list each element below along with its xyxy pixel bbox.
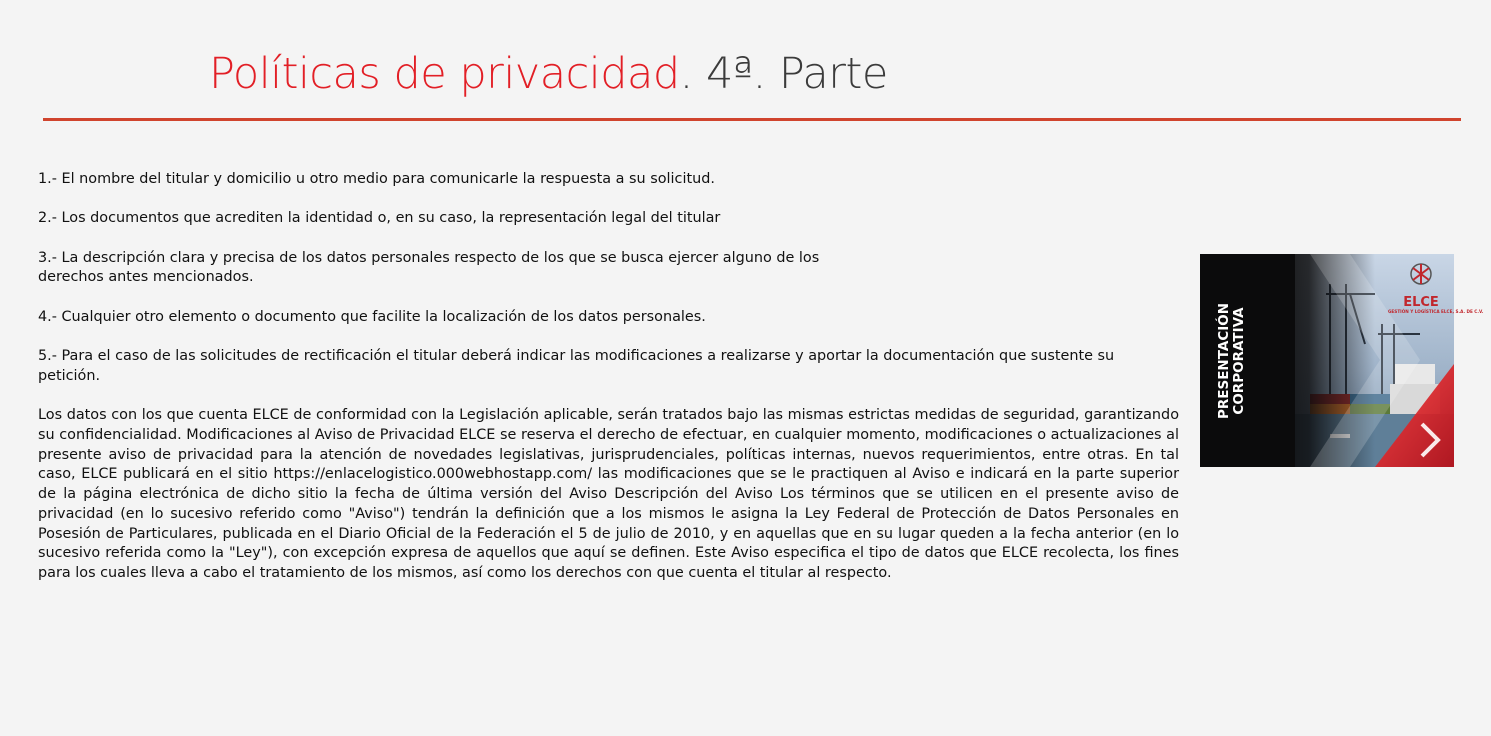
body-paragraph: Los datos con los que cuenta ELCE de conformidad con la Legislación aplicable, serán tratados bajo las mismas estrictas medidas de seguridad, garantizando su confidencialidad. Modificaciones al Aviso de Privacidad ELCE se reserva el derecho de efectuar, en cualquier momento, modificaciones o actualizaciones al presente aviso de privacidad para la atención de novedades legislativas, jurisprudenciales, políticas internas, nuevos requerimientos, entre otras. En tal caso, ELCE publicará en el sitio https://enlacelogistico.000webhostapp.com/ las modificaciones que se le practiquen al Aviso e indicará en la parte superior de la página electrónica de dicho sitio la fecha de última versión del Aviso Descripción del Aviso Los términos que se utilicen en el presente aviso de privacidad (en lo sucesivo referido como "Aviso") tendrán la definición que a los mismos le asigna la Ley Federal de Protección de Datos Personales en Posesión de Particulares, publicada en el Diario Oficial de la Federación el 5 de julio de 2010, y en aquellas que en su lugar queden a la fecha anterior (en lo sucesivo referida como la "Ley"), con excepción expresa de aquellos que aquí se definen. Este Aviso especifica el tipo de datos que ELCE recolecta, los fines para los cuales lleva a cabo el tratamiento de los mismos, así como los derechos con que cuenta el titular al respecto. xyxy=(38,407,1179,581)
title-divider xyxy=(43,118,1461,121)
logo-subtitle: GESTIÓN Y LOGÍSTICA ELCE, S.A. DE C.V. xyxy=(1388,309,1484,314)
list-item: 5.- Para el caso de las solicitudes de rectificación el titular deberá indicar las modificaciones a realizarse y aportar la documentación que sustente su petición. xyxy=(38,348,1115,384)
list-item: 3.- La descripción clara y precisa de los datos personales respecto de los que se busca ejercer alguno de los derechos antes mencionados. xyxy=(38,249,820,286)
title-part: . 4ª. Parte xyxy=(679,49,888,99)
banner-line-2: CORPORATIVA xyxy=(1231,306,1248,415)
list-item: 1.- El nombre del titular y domicilio u otro medio para comunicarle la respuesta a su solicitud. xyxy=(38,171,715,187)
banner-line-1: PRESENTACIÓN xyxy=(1216,302,1233,419)
list-item: 4.- Cualquier otro elemento o documento que facilite la localización de los datos personales. xyxy=(38,308,706,325)
list-item: 2.- Los documentos que acrediten la identidad o, en su caso, la representación legal del titular xyxy=(38,210,721,227)
page-title xyxy=(209,48,888,100)
banner-vertical-title xyxy=(1208,262,1256,459)
corporate-presentation-banner[interactable] xyxy=(1200,254,1484,467)
title-main: Políticas de privacidad xyxy=(209,49,680,99)
elce-logo-icon: ELCE xyxy=(1403,295,1439,310)
privacy-content xyxy=(38,170,1179,584)
